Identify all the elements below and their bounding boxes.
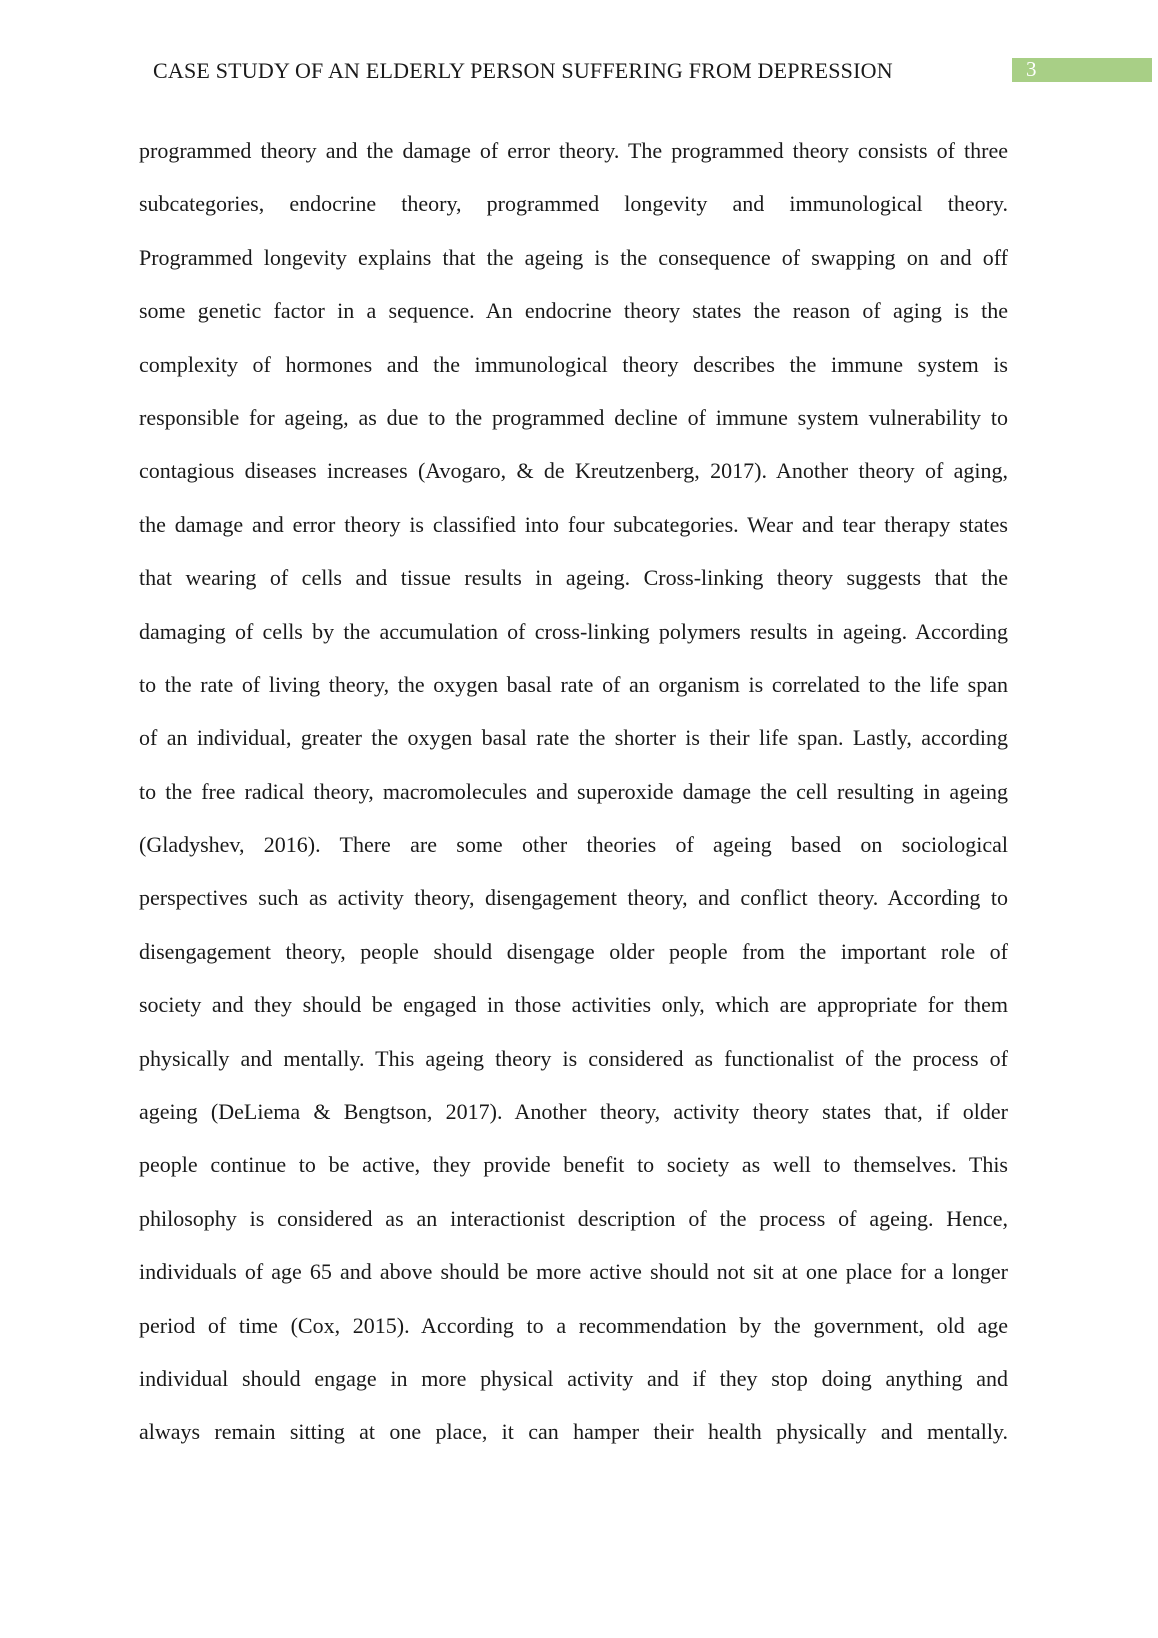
text-line: disengagement theory, people should disengage older people from the important role of <box>139 938 1008 964</box>
text-line: philosophy is considered as an interactionist description of the process of ageing. Hence, <box>139 1205 1008 1231</box>
text-line: physically and mentally. This ageing theory is considered as functionalist of the process of <box>139 1045 1008 1071</box>
text-line: the damage and error theory is classified into four subcategories. Wear and tear therapy states <box>139 511 1008 537</box>
text-line: that wearing of cells and tissue results in ageing. Cross-linking theory suggests that the <box>139 565 1008 591</box>
page-number: 3 <box>1026 57 1037 81</box>
text-line: ageing (DeLiema & Bengtson, 2017). Another theory, activity theory states that, if older <box>139 1099 1008 1125</box>
text-line: of an individual, greater the oxygen basal rate the shorter is their life span. Lastly, according <box>139 725 1008 751</box>
text-line: to the rate of living theory, the oxygen basal rate of an organism is correlated to the life span <box>139 671 1008 697</box>
text-line: damaging of cells by the accumulation of cross-linking polymers results in ageing. According <box>139 618 1008 644</box>
text-line: subcategories, endocrine theory, programmed longevity and immunological theory. <box>139 191 1008 217</box>
text-line: people continue to be active, they provide benefit to society as well to themselves. This <box>139 1152 1008 1178</box>
text-line: complexity of hormones and the immunological theory describes the immune system is <box>139 351 1008 377</box>
text-line: individuals of age 65 and above should be more active should not sit at one place for a longer <box>139 1259 1008 1285</box>
text-line: always remain sitting at one place, it can hamper their health physically and mentally. <box>139 1419 1008 1445</box>
text-line: perspectives such as activity theory, disengagement theory, and conflict theory. According to <box>139 885 1008 911</box>
text-line: responsible for ageing, as due to the programmed decline of immune system vulnerability to <box>139 404 1008 430</box>
text-line: (Gladyshev, 2016). There are some other theories of ageing based on sociological <box>139 832 1008 858</box>
running-head: CASE STUDY OF AN ELDERLY PERSON SUFFERING FROM DEPRESSION <box>153 58 893 83</box>
text-line: individual should engage in more physical activity and if they stop doing anything and <box>139 1365 1008 1391</box>
text-line: to the free radical theory, macromolecules and superoxide damage the cell resulting in ageing <box>139 778 1008 804</box>
text-line: society and they should be engaged in those activities only, which are appropriate for them <box>139 992 1008 1018</box>
text-line: Programmed longevity explains that the ageing is the consequence of swapping on and off <box>139 244 1008 270</box>
page-number-badge <box>1012 58 1152 82</box>
text-line: some genetic factor in a sequence. An endocrine theory states the reason of aging is the <box>139 298 1008 324</box>
text-line: contagious diseases increases (Avogaro, & de Kreutzenberg, 2017). Another theory of aging, <box>139 458 1008 484</box>
body-paragraph <box>139 137 1008 1472</box>
text-line: programmed theory and the damage of error theory. The programmed theory consists of three <box>139 138 1008 163</box>
text-line: period of time (Cox, 2015). According to a recommendation by the government, old age <box>139 1312 1008 1338</box>
